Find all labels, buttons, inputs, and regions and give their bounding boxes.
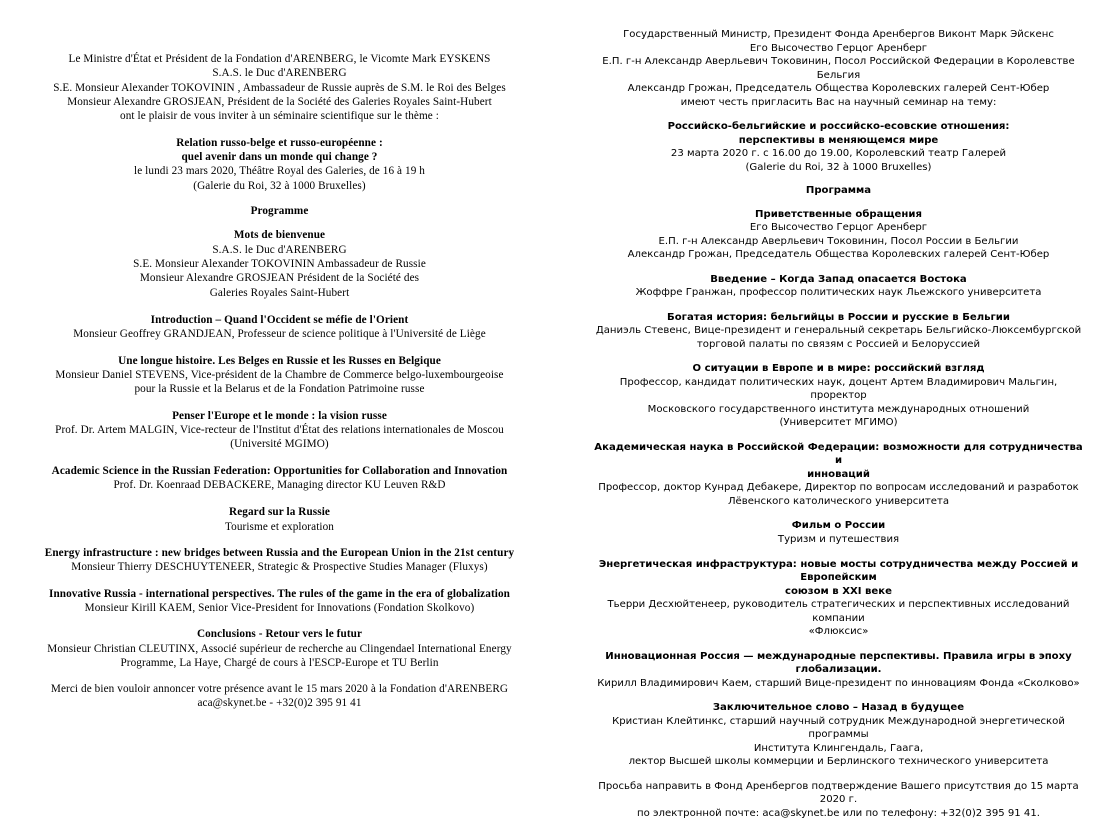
talk-introduction-line: Monsieur Geoffrey GRANDJEAN, Professeur de science politique à l'Université de Liège <box>73 328 486 341</box>
talk-long-history-ru <box>593 311 1084 352</box>
talk-energy-infrastructure-ru-line: Тьерри Десхюйтенеер, руководитель стратегических и перспективных исследований компании <box>607 599 1070 624</box>
talk-europe-world-ru <box>593 362 1084 430</box>
invitation-header-ru-line: имеют честь пригласить Вас на научный семинар на тему: <box>680 96 997 108</box>
talk-long-history-ru-line: Даниэль Стевенс, Вице-президент и генеральный секретарь Бельгийско-Люксембургской <box>595 325 1082 337</box>
talk-conclusions <box>26 627 533 670</box>
talk-energy-infrastructure-ru-line: Энергетическая инфраструктура: новые мосты сотрудничества между Россией и Европейским <box>598 558 1079 584</box>
talk-innovative-russia <box>26 587 533 616</box>
talk-europe-world-ru-line: Московского государственного института международных отношений <box>647 403 1030 415</box>
talk-innovative-russia-ru <box>593 650 1084 691</box>
rsvp-note-ru <box>593 780 1084 820</box>
seminar-title-ru-line: (Galerie du Roi, 32 à 1000 Bruxelles) <box>745 161 932 173</box>
talk-conclusions-line: Monsieur Christian CLEUTINX, Associé supérieur de recherche au Clingendael International Energy <box>47 642 512 655</box>
talk-conclusions-line: Conclusions - Retour vers le futur <box>196 628 363 641</box>
talk-long-history-line: Monsieur Daniel STEVENS, Vice-président de la Chambre de Commerce belgo-luxembourgeoise <box>55 368 504 381</box>
talk-introduction <box>26 313 533 342</box>
programme-heading <box>26 204 533 218</box>
talk-europe-world <box>26 409 533 452</box>
talk-film-ru-line: Туризм и путешествия <box>777 533 900 545</box>
seminar-title-line: Relation russo-belge et russo-européenne : <box>176 136 383 149</box>
talk-film-ru <box>593 519 1084 546</box>
invitation-header-ru-line: Государственный Министр, Президент Фонда Аренбергов Виконт Марк Эйскенс <box>623 29 1054 40</box>
talk-energy-infrastructure-ru-line: «Флюксис» <box>808 626 869 638</box>
welcome-words-ru <box>593 208 1084 262</box>
invitation-header-line: S.E. Monsieur Alexander TOKOVININ , Ambassadeur de Russie auprès de S.M. le Roi des Belges <box>53 81 506 94</box>
talk-long-history-line: pour la Russie et la Belarus et de la Fondation Patrimoine russe <box>134 383 425 396</box>
talk-long-history <box>26 354 533 397</box>
invitation-header-line: S.A.S. le Duc d'ARENBERG <box>212 67 347 80</box>
talk-introduction-ru-line: Жоффре Гранжан, профессор политических наук Льежского университета <box>635 287 1042 299</box>
seminar-title-ru-line: Российско-бельгийские и российско-есовские отношения: <box>667 121 1010 133</box>
talk-conclusions-ru-line: лектор Высшей школы коммерции и Берлинского технического университета <box>628 756 1049 768</box>
talk-academic-science <box>26 464 533 493</box>
talk-academic-science-line: Prof. Dr. Koenraad DEBACKERE, Managing director KU Leuven R&D <box>113 478 446 491</box>
talk-film-ru-line: Фильм о России <box>791 520 886 532</box>
welcome-words-line: S.E. Monsieur Alexander TOKOVININ Ambassadeur de Russie <box>133 257 426 270</box>
welcome-words-ru-line: Александр Грожан, Председатель Общества Королевских галерей Сент-Юбер <box>627 249 1050 261</box>
talk-introduction-ru <box>593 273 1084 300</box>
invitation-header-ru <box>593 28 1084 109</box>
talk-innovative-russia-ru-line: Кирилл Владимирович Каем, старший Вице-президент по инновациям Фонда «Сколково» <box>597 677 1080 689</box>
talk-europe-world-line: Penser l'Europe et le monde : la vision russe <box>172 409 387 422</box>
invitation-header-ru-line: Александр Грожан, Председатель Общества Королевских галерей Сент-Юбер <box>627 83 1050 95</box>
talk-academic-science-ru-line: Профессор, доктор Кунрад Дебакере, Директор по вопросам исследований и разработок <box>598 482 1079 494</box>
talk-regard-russie <box>26 505 533 534</box>
welcome-words-line: S.A.S. le Duc d'ARENBERG <box>212 243 347 256</box>
talk-europe-world-line: (Université MGIMO) <box>230 438 329 451</box>
french-column <box>0 0 559 790</box>
welcome-words-line: Monsieur Alexandre GROSJEAN Président de la Société des <box>139 272 420 285</box>
talk-energy-infrastructure-line: Monsieur Thierry DESCHUYTENEER, Strategic & Prospective Studies Manager (Fluxys) <box>71 561 488 574</box>
talk-academic-science-ru-line: инноваций <box>807 468 870 480</box>
welcome-words-ru-line: Приветственные обращения <box>755 208 922 220</box>
invitation-header-ru-line: Е.П. г-н Александр Аверльевич Токовинин, Посол Российской Федерации в Королевстве Бельгия <box>602 56 1075 81</box>
talk-europe-world-ru-line: О ситуации в Европе и в мире: российский взгляд <box>692 363 985 375</box>
talk-energy-infrastructure <box>26 546 533 575</box>
talk-academic-science-ru-line: Академическая наука в Российской Федерации: возможности для сотрудничества и <box>594 441 1083 467</box>
talk-regard-russie-line: Tourisme et exploration <box>224 520 334 533</box>
talk-innovative-russia-ru-line: Инновационная Россия — международные перспективы. Правила игры в эпоху глобализации. <box>605 650 1072 676</box>
invitation-header-line: ont le plaisir de vous inviter à un séminaire scientifique sur le thème : <box>120 110 439 123</box>
programme-heading-line: Programme <box>250 204 309 217</box>
talk-europe-world-ru-line: (Университет МГИМО) <box>779 417 898 429</box>
talk-conclusions-line: Programme, La Haye, Chargé de cours à l'ESCP-Europe et TU Berlin <box>120 656 439 669</box>
rsvp-note-ru-line: по электронной почте: aca@skynet.be или по телефону: +32(0)2 395 91 41. <box>637 807 1040 819</box>
seminar-title-line: le lundi 23 mars 2020, Théâtre Royal des Galeries, de 16 à 19 h <box>134 165 425 178</box>
talk-long-history-line: Une longue histoire. Les Belges en Russie et les Russes en Belgique <box>118 354 441 367</box>
welcome-words-ru-line: Е.П. г-н Александр Аверльевич Токовинин, Посол России в Бельгии <box>658 235 1019 247</box>
programme-heading-ru <box>593 184 1084 198</box>
seminar-title-ru-line: 23 марта 2020 г. с 16.00 до 19.00, Королевский театр Галерей <box>670 148 1007 160</box>
rsvp-note <box>26 682 533 711</box>
welcome-words <box>26 228 533 300</box>
talk-energy-infrastructure-line: Energy infrastructure : new bridges between Russia and the European Union in the 21st century <box>44 546 515 559</box>
welcome-words-ru-line: Его Высочество Герцог Аренберг <box>749 222 928 234</box>
talk-europe-world-line: Prof. Dr. Artem MALGIN, Vice-recteur de l'Institut d'État des relations internationales de Moscou <box>55 423 504 436</box>
talk-europe-world-ru-line: Профессор, кандидат политических наук, доцент Артем Владимирович Мальгин, проректор <box>619 376 1058 402</box>
talk-long-history-ru-line: Богатая история: бельгийцы в России и русские в Бельгии <box>667 311 1010 323</box>
invitation-header-ru-line: Его Высочество Герцог Аренберг <box>749 42 928 54</box>
seminar-title <box>26 136 533 193</box>
seminar-title-ru-line: перспективы в меняющемся мире <box>738 134 939 146</box>
rsvp-note-ru-line: Просьба направить в Фонд Аренбергов подтверждение Вашего присутствия до 15 марта 2020 г. <box>598 780 1079 806</box>
programme-heading-ru-line: Программа <box>805 185 872 197</box>
welcome-words-line: Mots de bienvenue <box>233 229 326 242</box>
rsvp-note-line: Merci de bien vouloir annoncer votre présence avant le 15 mars 2020 à la Fondation d'ARENBERG <box>50 683 509 696</box>
talk-academic-science-line: Academic Science in the Russian Federation: Opportunities for Collaboration and Innovation <box>51 464 508 477</box>
invitation-header <box>26 52 533 124</box>
talk-energy-infrastructure-ru-line: союзом в XXI веке <box>785 585 892 597</box>
talk-energy-infrastructure-ru <box>593 558 1084 639</box>
talk-innovative-russia-line: Innovative Russia - international perspectives. The rules of the game in the era of globalization <box>48 587 510 600</box>
talk-conclusions-ru-line: Заключительное слово – Назад в будущее <box>712 702 965 714</box>
invitation-header-line: Le Ministre d'État et Président de la Fondation d'ARENBERG, le Vicomte Mark EYSKENS <box>68 53 491 65</box>
talk-conclusions-ru-line: Института Клингендаль, Гаага, <box>753 742 924 754</box>
russian-column <box>559 0 1118 819</box>
talk-academic-science-ru-line: Лёвенского католического университета <box>727 495 950 507</box>
seminar-title-ru <box>593 120 1084 174</box>
invitation-header-line: Monsieur Alexandre GROSJEAN, Président de la Société des Galeries Royales Saint-Hubert <box>67 95 492 108</box>
talk-introduction-line: Introduction – Quand l'Occident se méfie de l'Orient <box>150 313 409 326</box>
talk-innovative-russia-line: Monsieur Kirill KAEM, Senior Vice-President for Innovations (Fondation Skolkovo) <box>84 601 475 614</box>
seminar-title-line: quel avenir dans un monde qui change ? <box>181 150 378 163</box>
talk-academic-science-ru <box>593 441 1084 509</box>
talk-conclusions-ru-line: Кристиан Клейтинкс, старший научный сотрудник Международной энергетической программы <box>612 715 1065 741</box>
talk-introduction-ru-line: Введение – Когда Запад опасается Востока <box>710 273 967 285</box>
rsvp-note-line: aca@skynet.be - +32(0)2 395 91 41 <box>197 697 362 710</box>
seminar-title-line: (Galerie du Roi, 32 à 1000 Bruxelles) <box>193 179 366 192</box>
welcome-words-line: Galeries Royales Saint-Hubert <box>209 286 350 299</box>
talk-regard-russie-line: Regard sur la Russie <box>229 506 330 519</box>
talk-conclusions-ru <box>593 701 1084 769</box>
talk-long-history-ru-line: торговой палаты по связям с Россией и Белоруссией <box>696 338 981 350</box>
